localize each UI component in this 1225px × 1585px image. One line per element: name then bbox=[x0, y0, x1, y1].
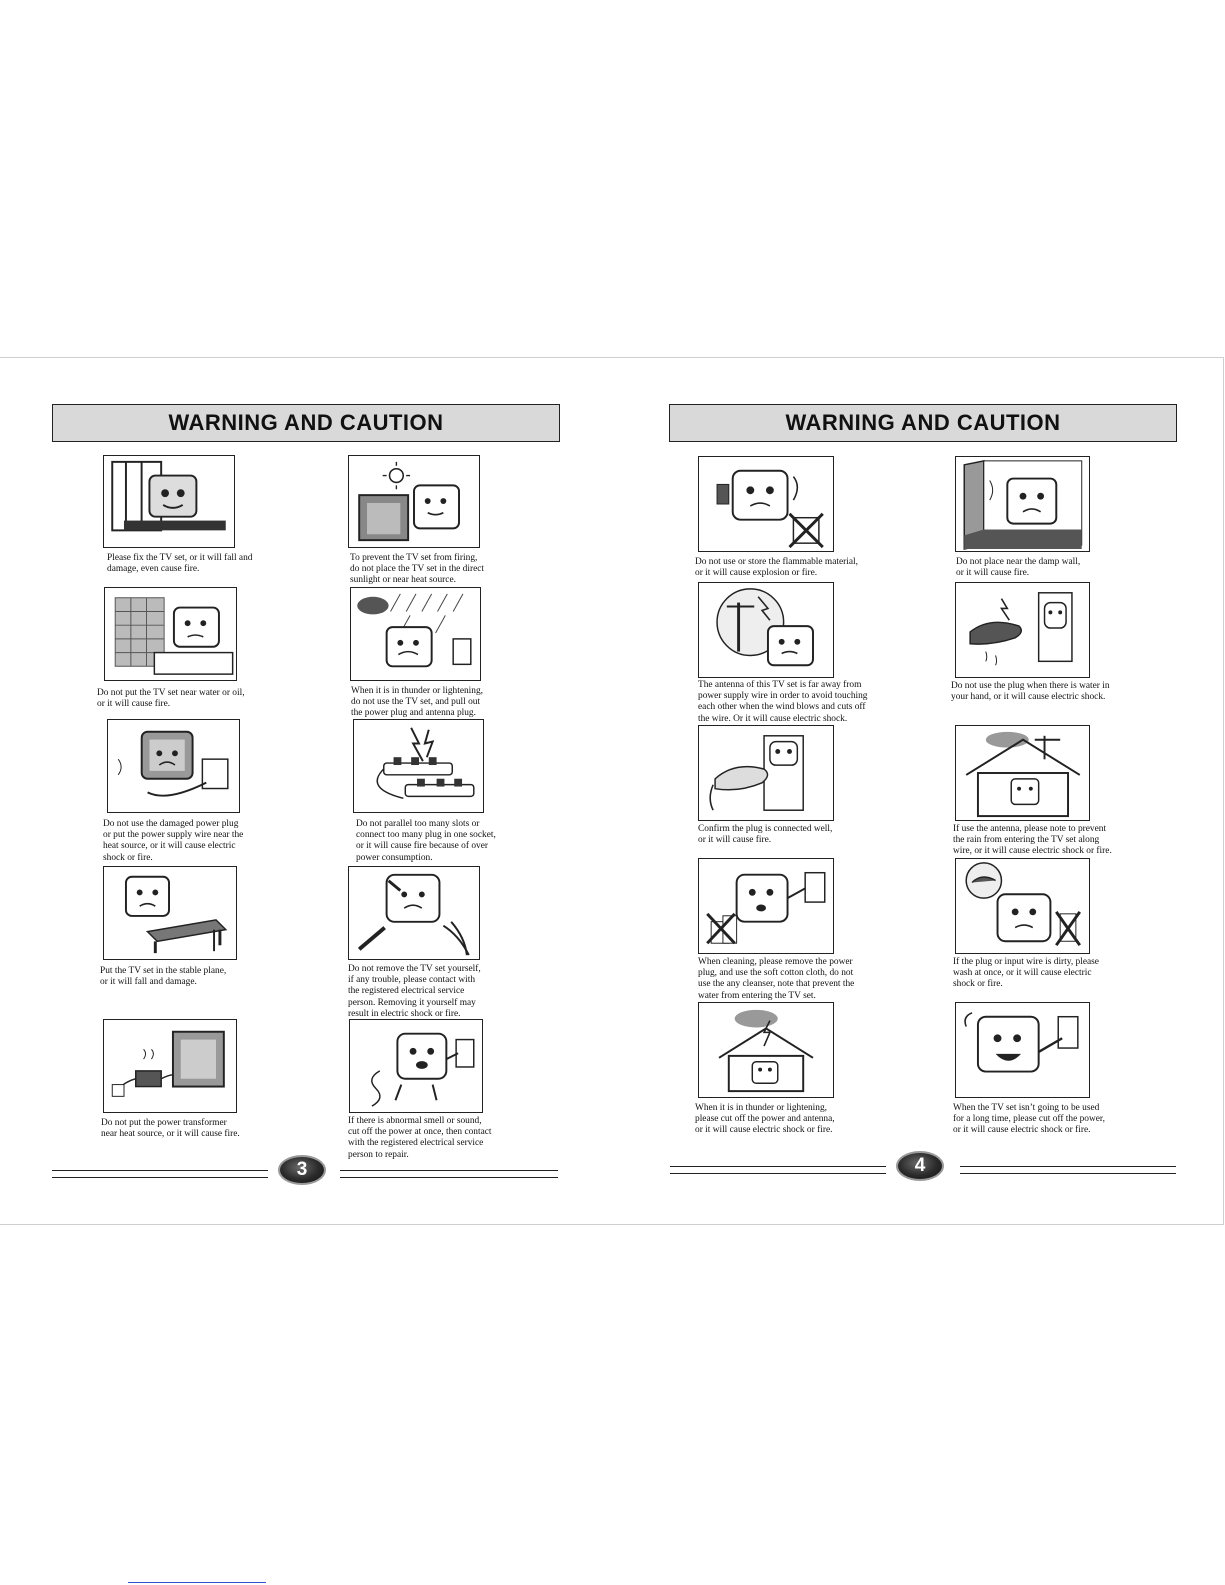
footer-rule bbox=[340, 1170, 558, 1178]
footer-rule bbox=[670, 1166, 886, 1174]
caption: Please fix the TV set, or it will fall and damage, even cause fire. bbox=[107, 553, 253, 575]
caption: The antenna of this TV set is far away from power supply wire in order to avoid touching each other when the wind blows and cuts off the wire. Or it will cause electric shock. bbox=[698, 680, 868, 724]
caption: Do not use or store the flammable material, or it will cause explosion or fire. bbox=[695, 557, 858, 579]
unplug-long-time-icon bbox=[955, 1002, 1090, 1098]
manual-spread bbox=[0, 357, 1224, 1225]
caption: Put the TV set in the stable plane, or it will fall and damage. bbox=[100, 966, 227, 988]
dirty-plug-icon bbox=[955, 858, 1090, 954]
tv-water-oil-icon bbox=[104, 587, 237, 681]
tv-thunder-icon bbox=[350, 587, 481, 681]
page-title: WARNING AND CAUTION bbox=[168, 410, 444, 435]
antenna-rain-house-icon bbox=[955, 725, 1090, 821]
caption: Do not place near the damp wall, or it will cause fire. bbox=[956, 557, 1081, 579]
caption: If use the antenna, please note to prevent the rain from entering the TV set along wire, or it will cause electric shock or fire. bbox=[953, 824, 1112, 857]
antenna-power-wire-icon bbox=[698, 582, 834, 678]
wet-hand-plug-icon bbox=[955, 582, 1090, 678]
caption: Do not use the damaged power plug or put the power supply wire near the heat source, or it will cause electric shock or fire. bbox=[103, 819, 244, 863]
page-title: WARNING AND CAUTION bbox=[785, 410, 1061, 435]
caption: To prevent the TV set from firing, do not place the TV set in the direct sunlight or near heat source. bbox=[350, 553, 484, 586]
flammable-material-icon bbox=[698, 456, 834, 552]
tv-smoke-smell-icon bbox=[349, 1019, 483, 1113]
caption: When it is in thunder or lightening, do not use the TV set, and pull out the power plug and antenna plug. bbox=[351, 686, 484, 719]
footer-rule bbox=[960, 1166, 1176, 1174]
tv-window-fall-icon bbox=[103, 455, 235, 548]
damaged-plug-icon bbox=[107, 719, 240, 813]
caption: Do not remove the TV set yourself, if any trouble, please contact with the registered electrical service person. Removing it yourself may result in electric shock or fire. bbox=[348, 964, 481, 1019]
caption: Do not put the TV set near water or oil, or it will cause fire. bbox=[97, 688, 245, 710]
caption: Do not put the power transformer near heat source, or it will cause fire. bbox=[101, 1118, 240, 1140]
tv-sunlight-icon bbox=[348, 455, 480, 548]
caption: When it is in thunder or lightening, please cut off the power and antenna, or it will cause electric shock or fire. bbox=[695, 1103, 835, 1136]
power-transformer-icon bbox=[103, 1019, 237, 1113]
caption: When the TV set isn’t going to be used for a long time, please cut off the power, or it will cause electric shock or fire. bbox=[953, 1103, 1106, 1136]
footer-rule bbox=[52, 1170, 268, 1178]
page-3 bbox=[0, 358, 612, 1224]
caption: Do not parallel too many slots or connect too many plug in one socket, or it will cause fire because of over power consumption. bbox=[356, 819, 496, 863]
damp-wall-icon bbox=[955, 456, 1090, 552]
caption: Confirm the plug is connected well, or it will cause fire. bbox=[698, 824, 833, 846]
cleaning-cloth-icon bbox=[698, 858, 834, 954]
tv-unstable-table-icon bbox=[103, 866, 237, 960]
caption: When cleaning, please remove the power plug, and use the soft cotton cloth, do not use the any cleanser, note that prevent the water from entering the TV set. bbox=[698, 957, 855, 1001]
caption: If there is abnormal smell or sound, cut off the power at once, then contact with the registered electrical service person to repair. bbox=[348, 1116, 492, 1160]
page-4 bbox=[612, 358, 1224, 1224]
tv-repair-tools-icon bbox=[348, 866, 480, 960]
page-header bbox=[669, 404, 1177, 442]
page-number-badge: 3 bbox=[278, 1155, 326, 1185]
house-thunder-icon bbox=[698, 1002, 834, 1098]
caption: If the plug or input wire is dirty, please wash at once, or it will cause electric shock or fire. bbox=[953, 957, 1099, 990]
caption: Do not use the plug when there is water in your hand, or it will cause electric shock. bbox=[951, 681, 1110, 703]
page-number-badge: 4 bbox=[896, 1151, 944, 1181]
page-header bbox=[52, 404, 560, 442]
bottom-link-underline bbox=[128, 1582, 266, 1583]
overloaded-socket-icon bbox=[353, 719, 484, 813]
plug-connect-icon bbox=[698, 725, 834, 821]
